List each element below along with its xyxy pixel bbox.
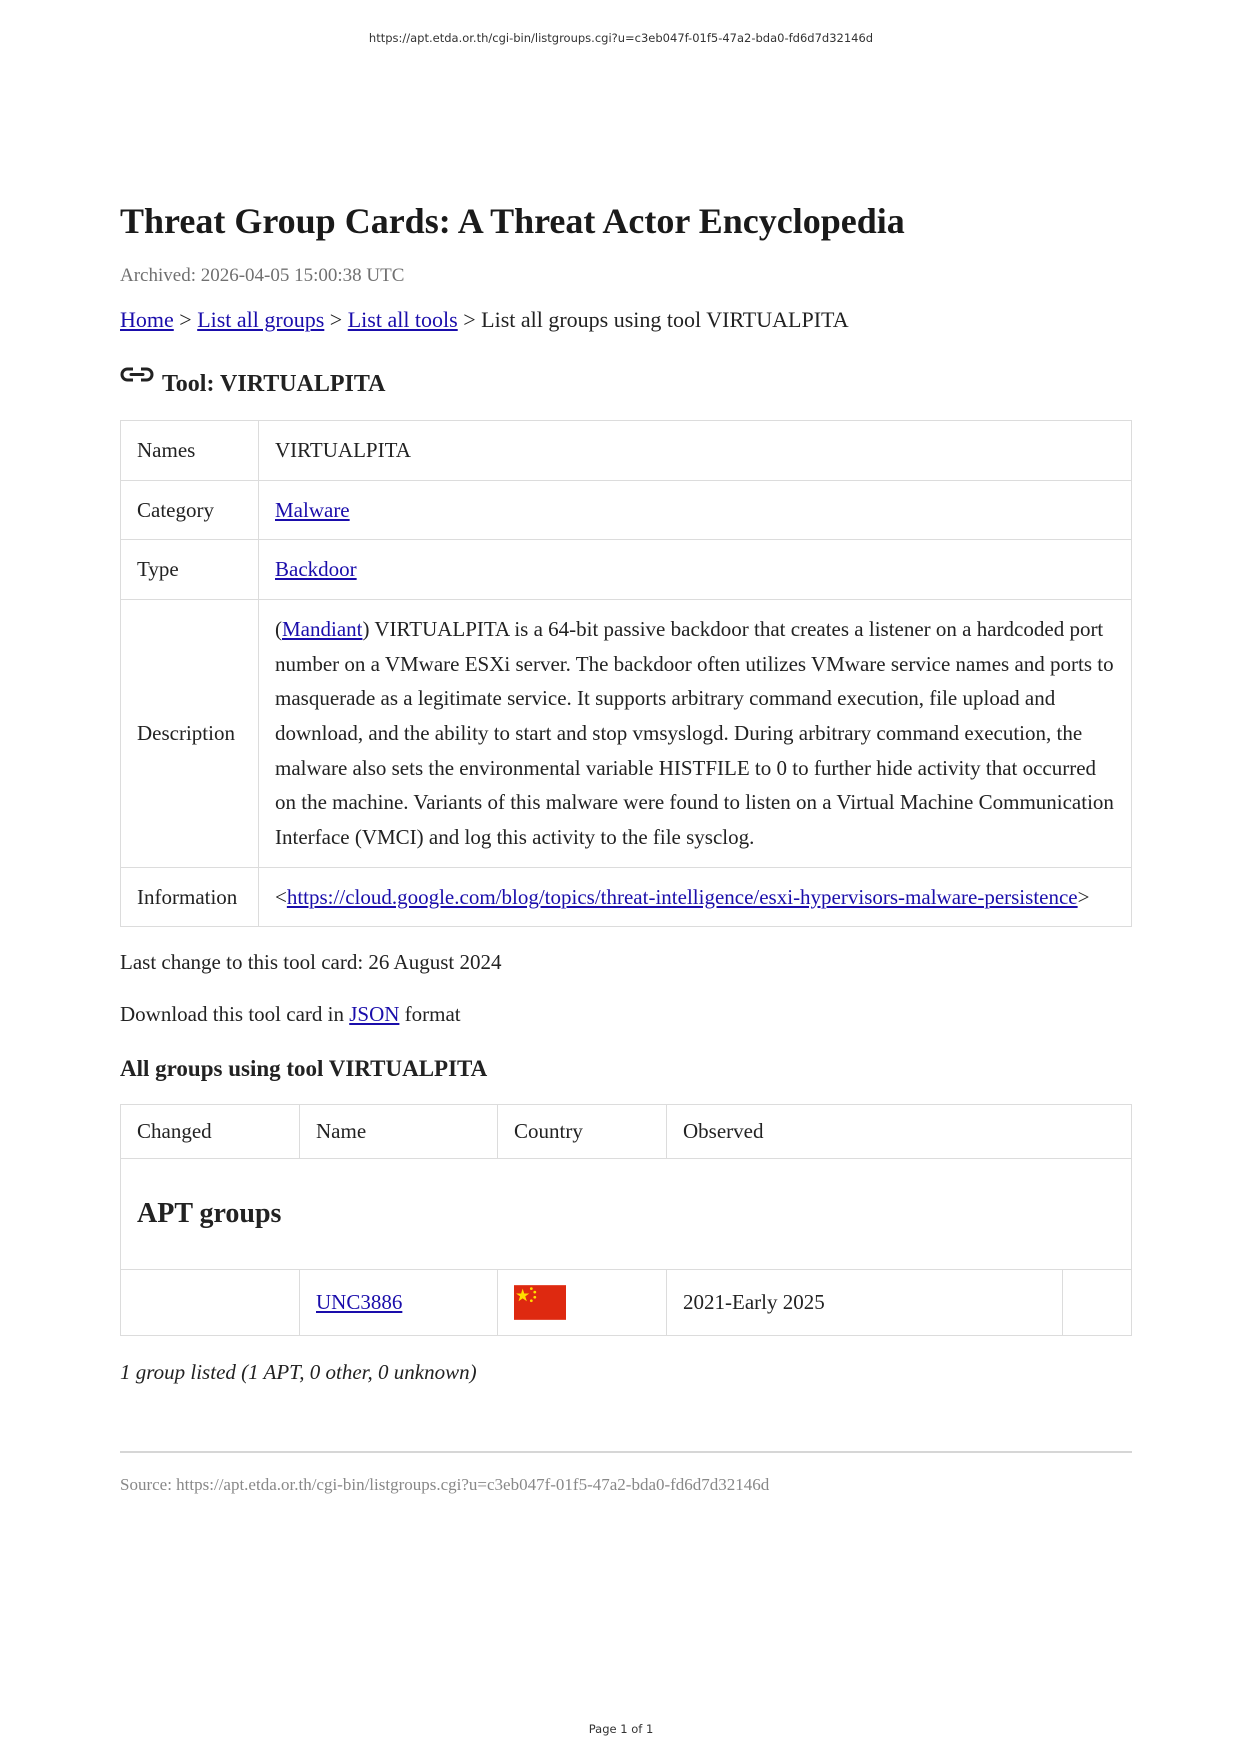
description-paren: ( (275, 617, 282, 642)
groups-heading: All groups using tool VIRTUALPITA (120, 1056, 488, 1082)
tool-heading (120, 361, 1132, 398)
breadcrumb-separator: > (463, 307, 476, 333)
source-url: Source: https://apt.etda.or.th/cgi-bin/listgroups.cgi?u=c3eb047f-01f5-47a2-bda0-fd6d7d32146d (120, 1475, 770, 1495)
description-text (259, 600, 1132, 867)
breadcrumb-tools-link[interactable]: List all tools (347, 307, 458, 333)
empty-cell (1063, 1270, 1132, 1336)
category-link[interactable]: Malware (275, 497, 350, 522)
download-prefix: Download this tool card in (120, 1002, 344, 1027)
groups-table-header (121, 1105, 1132, 1159)
name-cell (300, 1270, 498, 1336)
download-line (120, 1002, 1132, 1027)
category-cell (259, 480, 1132, 540)
download-suffix: format (404, 1002, 461, 1027)
breadcrumb (120, 307, 1132, 333)
type-label: Type (121, 540, 259, 600)
names-label: Names (121, 421, 259, 481)
description-label: Description (121, 600, 259, 867)
groups-table (120, 1104, 1132, 1336)
info-open-bracket: < (275, 884, 287, 909)
mandiant-source-link[interactable]: Mandiant (282, 617, 363, 642)
category-label: Category (121, 480, 259, 540)
page-content (120, 200, 1132, 1495)
category-row (121, 480, 1132, 540)
group-name-link[interactable]: UNC3886 (316, 1290, 403, 1315)
description-body: ) VIRTUALPITA is a 64-bit passive backdoor that creates a listener on a hardcoded port number on a VMware ESXi server. The backdoor often utilizes VMware service names and ports to masquerade as a legitimate service. It supports arbitrary command execution, file upload and download, and the ability to start and stop vmsyslogd. During arbitrary command execution, the malware also sets the environmental variable HISTFILE to 0 to further hide activity that occurred on the machine. Variants of this malware were found to listen on a Virtual Machine Communication Interface (VMCI) and log this activity to the file sysclog. (275, 617, 1114, 849)
page-number: Page 1 of 1 (588, 1722, 654, 1736)
information-row (121, 867, 1132, 927)
type-cell (259, 540, 1132, 600)
names-row (121, 421, 1132, 481)
description-row (121, 600, 1132, 867)
tool-title: Tool: VIRTUALPITA (162, 371, 386, 398)
country-cell (498, 1270, 667, 1336)
names-value: VIRTUALPITA (259, 421, 1132, 481)
last-change-text: Last change to this tool card: 26 August 2024 (120, 950, 502, 975)
column-header-country: Country (498, 1105, 667, 1159)
column-header-observed: Observed (667, 1105, 1132, 1159)
divider (120, 1451, 1132, 1453)
breadcrumb-groups-link[interactable]: List all groups (197, 307, 325, 333)
breadcrumb-home-link[interactable]: Home (120, 307, 174, 333)
apt-section-label: APT groups (121, 1159, 1132, 1270)
changed-cell (121, 1270, 300, 1336)
json-download-link[interactable]: JSON (349, 1002, 400, 1027)
column-header-changed: Changed (121, 1105, 300, 1159)
info-close-bracket: > (1077, 884, 1090, 909)
apt-section-row (121, 1159, 1132, 1270)
archived-timestamp: Archived: 2026-04-05 15:00:38 UTC (120, 265, 405, 287)
column-header-name: Name (300, 1105, 498, 1159)
type-row (121, 540, 1132, 600)
link-icon (120, 363, 154, 387)
type-link[interactable]: Backdoor (275, 557, 357, 582)
tool-info-table (120, 420, 1132, 927)
groups-summary: 1 group listed (1 APT, 0 other, 0 unknown) (120, 1360, 477, 1385)
information-link[interactable]: https://cloud.google.com/blog/topics/threat-intelligence/esxi-hypervisors-malware-persistence (286, 884, 1078, 909)
print-header-url: https://apt.etda.or.th/cgi-bin/listgroups.cgi?u=c3eb047f-01f5-47a2-bda0-fd6d7d32146d (368, 31, 874, 45)
breadcrumb-current: List all groups using tool VIRTUALPITA (481, 307, 849, 333)
page-title: Threat Group Cards: A Threat Actor Encyclopedia (120, 201, 905, 241)
breadcrumb-separator: > (179, 307, 192, 333)
china-flag-icon (514, 1285, 566, 1320)
breadcrumb-separator: > (329, 307, 343, 333)
table-row (121, 1270, 1132, 1336)
information-label: Information (121, 867, 259, 927)
information-cell (259, 867, 1132, 927)
observed-cell: 2021-Early 2025 (667, 1270, 1063, 1336)
